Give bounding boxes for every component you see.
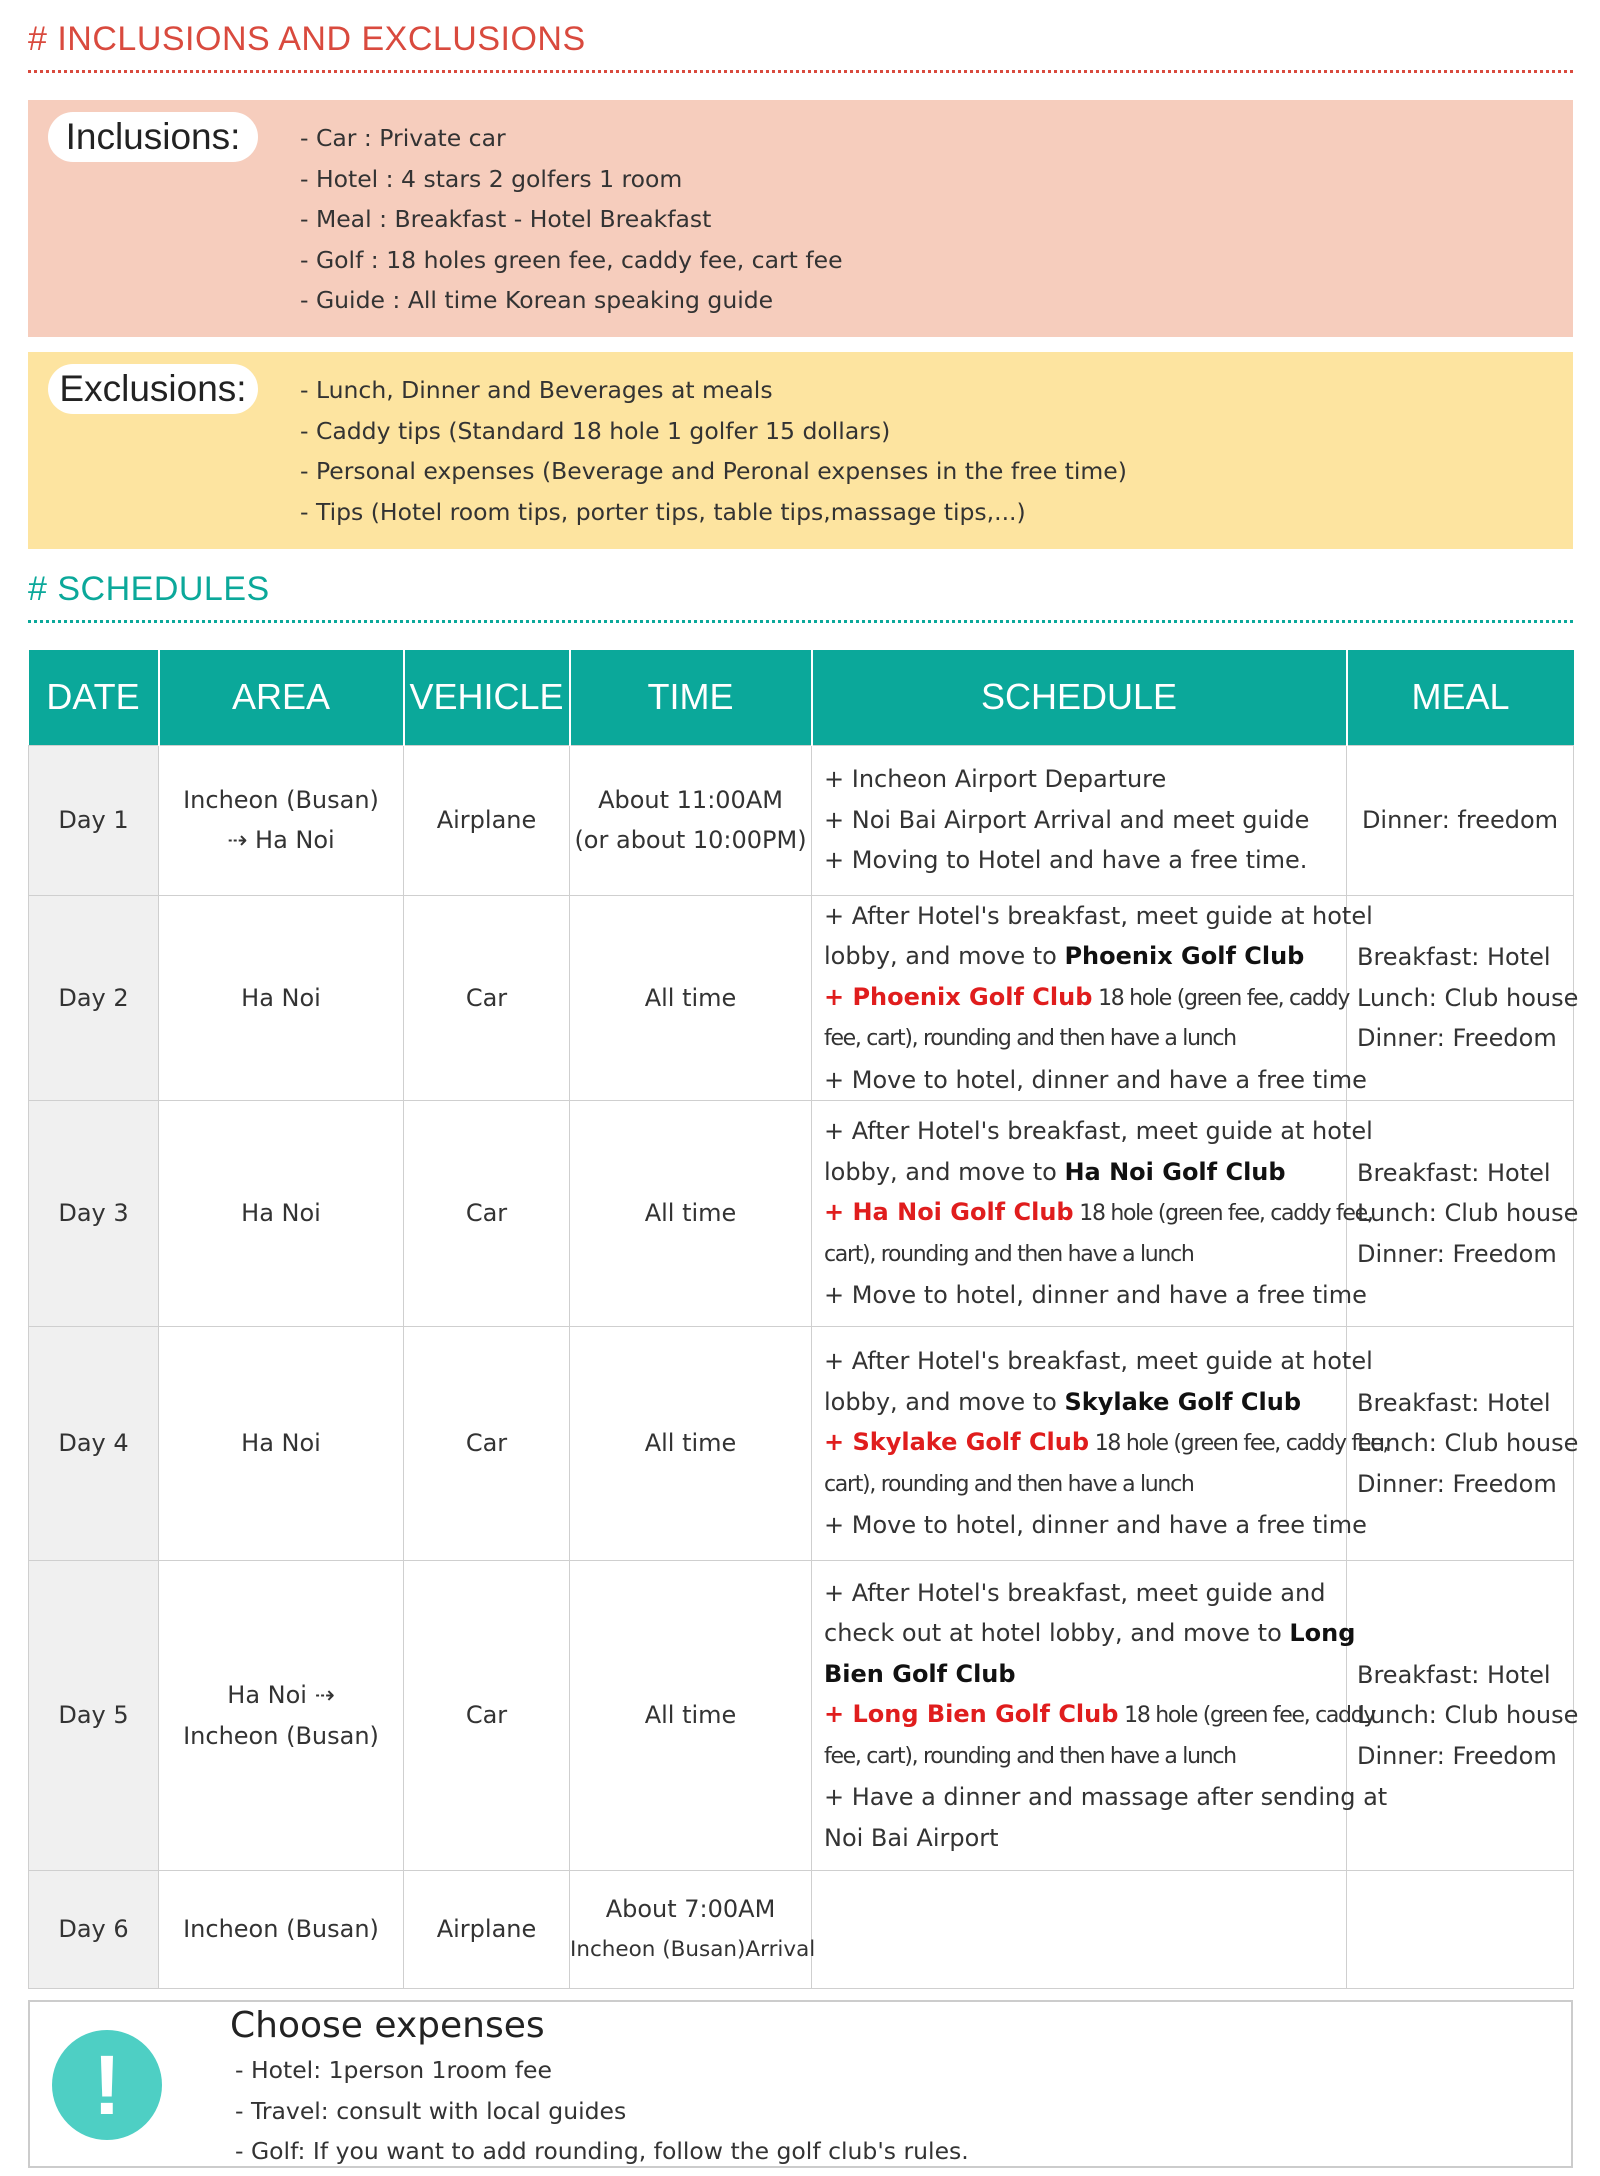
list-item: - Personal expenses (Beverage and Peronal expenses in the free time) — [300, 457, 1127, 485]
meal-line: Breakfast: Hotel — [1357, 1158, 1551, 1187]
vehicle-cell: Car — [404, 895, 570, 1101]
schedule-line: + Move to hotel, dinner and have a free time — [824, 1281, 1367, 1310]
area-cell — [159, 745, 404, 895]
time-line: About 11:00AM — [598, 785, 783, 814]
schedule-line: + After Hotel's breakfast, meet guide at hotel — [824, 901, 1373, 930]
schedule-line: + After Hotel's breakfast, meet guide and — [824, 1578, 1326, 1607]
schedule-line: + Incheon Airport Departure — [824, 765, 1167, 794]
area-cell: Ha Noi — [159, 1327, 404, 1561]
exclusions-box — [28, 352, 1573, 549]
list-item: - Car : Private car — [300, 124, 506, 152]
meal-line: Dinner: Freedom — [1357, 1239, 1557, 1268]
meal-line: Lunch: Club house — [1357, 1429, 1579, 1458]
plus-marker: + — [824, 982, 853, 1011]
schedule-line — [824, 1694, 1376, 1737]
schedule-line — [824, 1192, 1373, 1235]
vehicle-cell: Car — [404, 1561, 570, 1871]
schedule-cell — [812, 895, 1373, 1101]
time-cell: All time — [570, 1327, 812, 1561]
table-row — [29, 1327, 1574, 1561]
table-row — [29, 745, 1574, 895]
header-date: DATE — [29, 650, 159, 745]
meal-cell — [1347, 1101, 1579, 1327]
vehicle-cell: Car — [404, 1327, 570, 1561]
meal-cell — [1347, 1871, 1574, 1989]
time-cell: All time — [570, 1561, 812, 1871]
list-item: - Hotel : 4 stars 2 golfers 1 room — [300, 164, 683, 193]
meal-line: Dinner: Freedom — [1357, 1024, 1557, 1052]
table-row — [29, 1101, 1574, 1327]
golf-club-highlight: Skylake Golf Club — [852, 1428, 1090, 1457]
schedule-table — [28, 650, 1579, 1989]
meal-cell — [1347, 745, 1574, 895]
schedule-cell — [812, 1871, 1347, 1989]
time-cell: All time — [570, 895, 812, 1101]
golf-club-name: Bien Golf Club — [824, 1659, 1016, 1688]
area-line: Incheon (Busan) — [183, 785, 379, 814]
schedule-line — [824, 977, 1350, 1020]
note-list — [235, 2050, 969, 2172]
plus-marker: + — [824, 1198, 853, 1227]
schedule-line — [824, 936, 1342, 977]
schedule-cell — [812, 1327, 1389, 1561]
meal-line: Lunch: Club house — [1357, 983, 1579, 1012]
golf-club-highlight: Ha Noi Golf Club — [852, 1198, 1074, 1227]
list-item: - Travel: consult with local guides — [235, 2096, 627, 2125]
meal-line: Dinner: freedom — [1361, 805, 1559, 834]
vehicle-cell: Airplane — [404, 1871, 570, 1989]
meal-cell — [1347, 1561, 1579, 1871]
inclusions-box — [28, 100, 1573, 337]
day-cell: Day 5 — [29, 1561, 159, 1871]
section-divider — [28, 70, 1573, 73]
schedule-line: cart), rounding and then have a lunch — [824, 1471, 1194, 1497]
area-cell: Incheon (Busan) — [159, 1871, 404, 1989]
plus-marker: + — [824, 1700, 853, 1729]
inclusions-exclusions-heading: # INCLUSIONS AND EXCLUSIONS — [28, 20, 586, 58]
meal-line: Breakfast: Hotel — [1357, 1660, 1551, 1689]
schedule-cell — [812, 745, 1347, 895]
list-item: - Hotel: 1person 1room fee — [235, 2056, 552, 2084]
schedule-cell — [812, 1561, 1388, 1871]
day-cell: Day 1 — [29, 745, 159, 895]
exclusions-list — [300, 370, 1127, 532]
inclusions-list — [300, 118, 843, 321]
day-cell: Day 6 — [29, 1871, 159, 1989]
list-item: - Caddy tips (Standard 18 hole 1 golfer 15 dollars) — [300, 416, 891, 445]
header-meal: MEAL — [1347, 650, 1574, 745]
expenses-note-box — [28, 2000, 1573, 2168]
list-item: - Golf: If you want to add rounding, follow the golf club's rules. — [235, 2137, 969, 2165]
area-cell — [159, 1561, 404, 1871]
meal-cell — [1347, 895, 1579, 1101]
schedule-line: + Move to hotel, dinner and have a free time — [824, 1511, 1367, 1540]
area-cell: Ha Noi — [159, 1101, 404, 1327]
list-item: - Meal : Breakfast - Hotel Breakfast — [300, 205, 712, 233]
exclamation-icon: ! — [52, 2030, 162, 2140]
time-line: Incheon (Busan)Arrival — [570, 1936, 816, 1962]
time-cell — [570, 745, 812, 895]
day-cell: Day 3 — [29, 1101, 159, 1327]
schedule-line: + Noi Bai Airport Arrival and meet guide — [824, 805, 1310, 834]
area-line: Incheon (Busan) — [183, 1721, 379, 1750]
vehicle-cell: Car — [404, 1101, 570, 1327]
time-line: (or about 10:00PM) — [574, 826, 807, 854]
schedule-line — [824, 1613, 1356, 1654]
schedule-line: cart), rounding and then have a lunch — [824, 1241, 1194, 1267]
time-cell: All time — [570, 1101, 812, 1327]
schedules-heading: # SCHEDULES — [28, 570, 270, 608]
golf-club-highlight: Long Bien Golf Club — [852, 1700, 1119, 1729]
schedule-line — [824, 1422, 1389, 1465]
schedule-line: fee, cart), rounding and then have a lunch — [824, 1026, 1236, 1051]
time-line: About 7:00AM — [605, 1895, 776, 1923]
area-cell: Ha Noi — [159, 895, 404, 1101]
schedule-line: fee, cart), rounding and then have a lunch — [824, 1743, 1236, 1769]
day-cell: Day 2 — [29, 895, 159, 1101]
schedule-text: 18 hole (green fee, caddy fee, — [1073, 1201, 1373, 1227]
meal-cell — [1347, 1327, 1579, 1561]
schedule-text: lobby, and move to — [824, 1157, 1065, 1186]
schedule-text: check out at hotel lobby, and move to — [824, 1619, 1290, 1648]
golf-club-highlight: Phoenix Golf Club — [852, 982, 1093, 1011]
header-time: TIME — [570, 650, 812, 745]
meal-line: Breakfast: Hotel — [1357, 943, 1551, 971]
schedule-cell — [812, 1101, 1373, 1327]
schedule-text: 18 hole (green fee, caddy fee, — [1089, 1431, 1389, 1457]
meal-line: Dinner: Freedom — [1357, 1469, 1557, 1498]
header-vehicle: VEHICLE — [404, 650, 570, 745]
table-row — [29, 1871, 1574, 1989]
golf-club-name: Ha Noi Golf Club — [1064, 1157, 1286, 1186]
schedule-line: + Move to hotel, dinner and have a free time — [824, 1065, 1367, 1094]
section-divider — [28, 620, 1573, 623]
schedule-line: Noi Bai Airport — [824, 1823, 999, 1852]
note-title: Choose expenses — [230, 2005, 545, 2046]
schedule-line — [824, 1382, 1342, 1423]
plus-marker: + — [824, 1428, 853, 1457]
header-area: AREA — [159, 650, 404, 745]
golf-club-name: Phoenix Golf Club — [1064, 942, 1305, 970]
exclusions-label: Exclusions: — [48, 364, 258, 414]
schedule-line: + Have a dinner and massage after sending at — [824, 1783, 1388, 1812]
list-item: - Guide : All time Korean speaking guide — [300, 286, 774, 314]
schedule-line: + After Hotel's breakfast, meet guide at hotel — [824, 1347, 1373, 1376]
inclusions-label: Inclusions: — [48, 112, 258, 162]
table-header-row — [29, 650, 1574, 745]
schedule-line: + After Hotel's breakfast, meet guide at hotel — [824, 1117, 1373, 1146]
list-item: - Lunch, Dinner and Beverages at meals — [300, 376, 773, 404]
list-item: - Tips (Hotel room tips, porter tips, table tips,massage tips,...) — [300, 497, 1026, 526]
meal-line: Breakfast: Hotel — [1357, 1388, 1551, 1417]
vehicle-cell: Airplane — [404, 745, 570, 895]
schedule-line: + Moving to Hotel and have a free time. — [824, 846, 1308, 875]
schedule-text: lobby, and move to — [824, 942, 1065, 970]
table-row — [29, 895, 1574, 1101]
schedule-text: 18 hole (green fee, caddy — [1118, 1703, 1376, 1729]
golf-club-name: Long — [1289, 1619, 1356, 1648]
schedule-text: 18 hole (green fee, caddy — [1092, 985, 1350, 1011]
time-cell — [570, 1871, 816, 1989]
area-line: ⇢ Ha Noi — [227, 826, 335, 854]
area-line: Ha Noi ⇢ — [227, 1681, 335, 1709]
header-schedule: SCHEDULE — [812, 650, 1347, 745]
table-row — [29, 1561, 1574, 1871]
day-cell: Day 4 — [29, 1327, 159, 1561]
schedule-text: lobby, and move to — [824, 1387, 1065, 1416]
golf-club-name: Skylake Golf Club — [1064, 1387, 1302, 1416]
meal-line: Lunch: Club house — [1357, 1199, 1579, 1228]
meal-line: Lunch: Club house — [1357, 1701, 1579, 1730]
meal-line: Dinner: Freedom — [1357, 1741, 1557, 1770]
schedule-line — [824, 1152, 1342, 1193]
list-item: - Golf : 18 holes green fee, caddy fee, cart fee — [300, 245, 843, 274]
